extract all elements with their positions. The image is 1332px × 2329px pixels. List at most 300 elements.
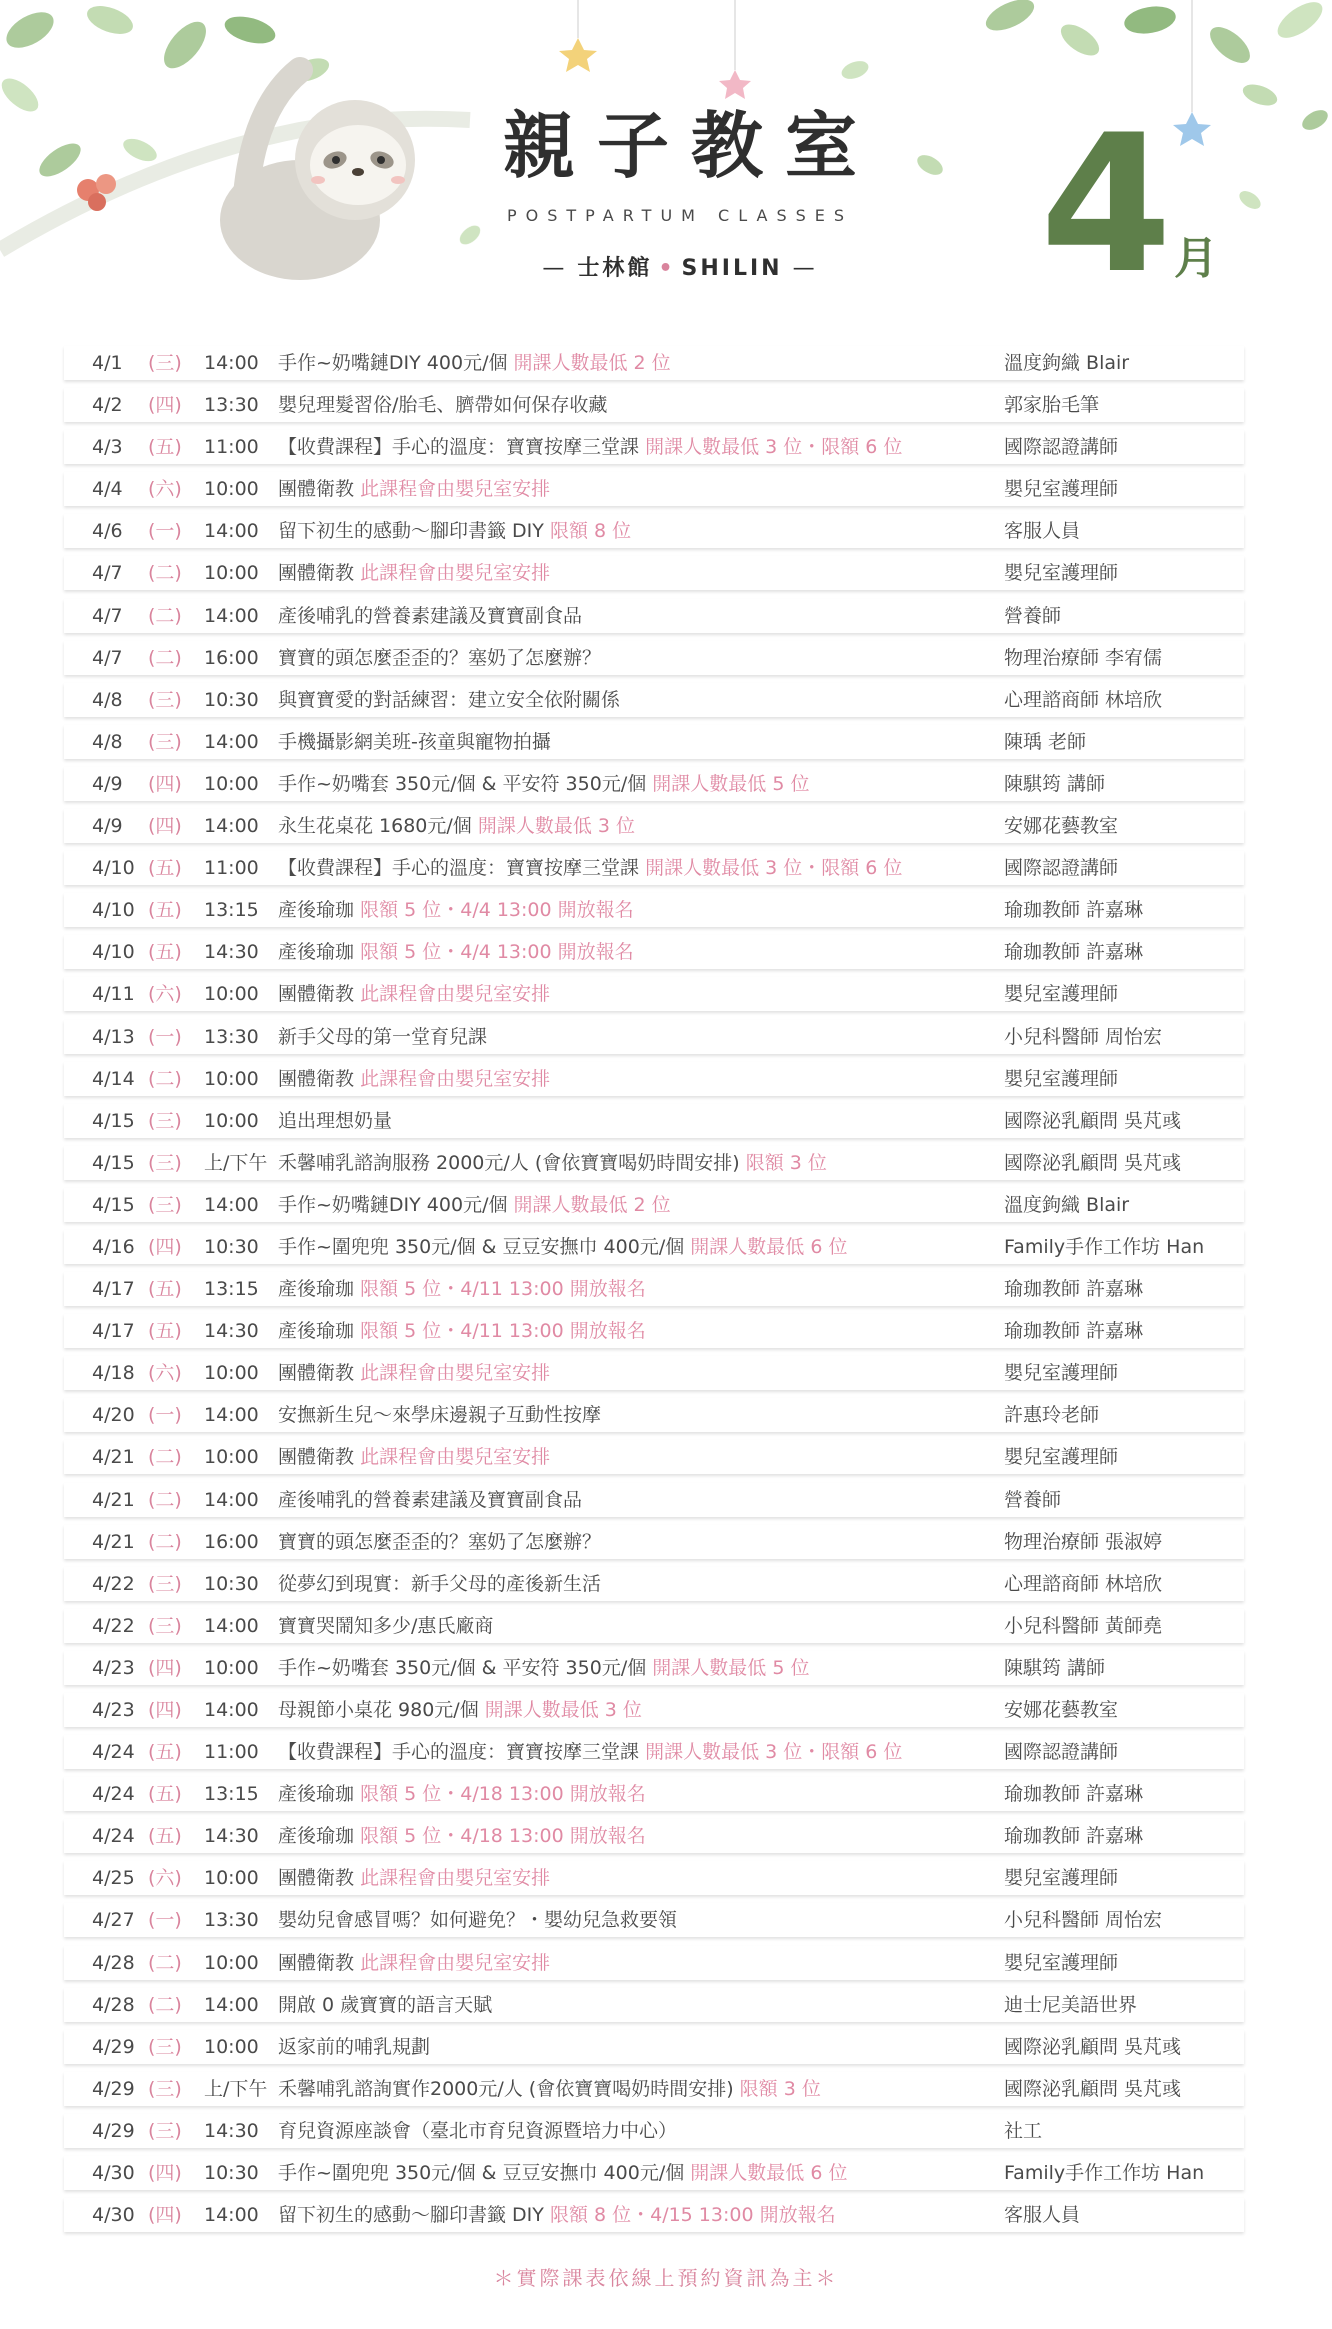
row-time: 14:00 [204,520,259,543]
schedule-row [64,346,1244,380]
row-teacher: 安娜花藝教室 [1004,815,1119,838]
row-time: 14:30 [204,1320,259,1343]
row-time: 10:30 [204,688,259,711]
row-course-title: 留下初生的感動～腳印書籤 DIY [278,520,544,543]
row-date: 4/30 [92,2162,135,2185]
row-date: 4/1 [92,352,123,374]
row-weekday: (三) [148,352,182,374]
schedule-row [64,1609,1244,1643]
row-course-title: 【收費課程】手心的溫度：寶寶按摩三堂課 [278,436,640,459]
row-date: 4/8 [92,688,123,711]
row-teacher: 許惠玲老師 [1004,1404,1100,1427]
row-weekday: (五) [148,1783,182,1806]
row-course-title: 產後哺乳的營養素建議及寶寶副食品 [278,1488,583,1511]
row-course-title: 產後瑜珈 [278,899,355,922]
schedule-row [64,935,1244,969]
row-course [278,2030,1058,2064]
row-time: 上/下午 [204,1151,268,1174]
row-teacher: 嬰兒室護理師 [1004,562,1119,585]
row-course-title: 手作~奶嘴鏈DIY 400元/個 [278,352,508,374]
row-teacher: 陳瑀 老師 [1004,730,1087,753]
row-date: 4/7 [92,562,123,585]
row-course [278,2198,1058,2232]
row-teacher: 嬰兒室護理師 [1004,1446,1119,1469]
row-time: 14:30 [204,1825,259,1848]
row-weekday: (四) [148,2162,182,2185]
row-teacher: 郭家胎毛筆 [1004,394,1100,417]
row-date: 4/28 [92,1993,135,2016]
row-date: 4/10 [92,857,135,880]
row-course-title: 產後哺乳的營養素建議及寶寶副食品 [278,604,583,627]
row-time: 16:00 [204,646,259,669]
row-date: 4/29 [92,2035,135,2058]
row-time: 10:00 [204,1067,259,1090]
row-course-note: 此課程會由嬰兒室安排 [360,1362,551,1385]
row-teacher: 瑜珈教師 許嘉琳 [1004,899,1144,922]
row-course-note: 開課人數最低 2 位 [513,1193,671,1216]
row-course [278,809,1058,843]
row-weekday: (一) [148,520,182,543]
row-time: 10:00 [204,772,259,795]
schedule-row [64,767,1244,801]
row-course [278,1356,1058,1390]
row-weekday: (五) [148,899,182,922]
row-course-title: 手作~圍兜兜 350元/個 & 豆豆安撫巾 400元/個 [278,2162,685,2185]
schedule-row [64,1567,1244,1601]
row-course [278,1609,1058,1643]
row-course-title: 禾馨哺乳諮詢服務 2000元/人 (會依寶寶喝奶時間安排) [278,1151,740,1174]
row-time: 11:00 [204,1741,259,1764]
schedule-row [64,977,1244,1011]
row-course-note: 此課程會由嬰兒室安排 [360,1446,551,1469]
row-date: 4/15 [92,1151,135,1174]
row-time: 14:00 [204,1699,259,1721]
row-time: 14:00 [204,604,259,627]
row-time: 10:30 [204,2162,259,2185]
row-weekday: (一) [148,1404,182,1427]
row-course [278,935,1058,969]
row-teacher: 小兒科醫師 周怡宏 [1004,1909,1163,1932]
row-course-title: 【收費課程】手心的溫度：寶寶按摩三堂課 [278,857,640,880]
schedule-row [64,2072,1244,2106]
row-course-title: 團體衛教 [278,562,355,585]
row-weekday: (三) [148,1151,182,1174]
row-weekday: (三) [148,730,182,753]
row-weekday: (四) [148,1235,182,1258]
row-time: 10:00 [204,1867,259,1890]
row-course-note: 開課人數最低 3 位・限額 6 位 [645,436,903,459]
row-course-title: 產後瑜珈 [278,941,355,964]
row-course-title: 手作~奶嘴鏈DIY 400元/個 [278,1193,508,1216]
row-time: 13:15 [204,899,259,922]
row-weekday: (三) [148,1614,182,1637]
row-time: 11:00 [204,857,259,880]
row-weekday: (一) [148,1909,182,1932]
row-weekday: (三) [148,1109,182,1132]
schedule-row [64,1483,1244,1517]
row-course [278,2156,1058,2190]
row-course [278,472,1058,506]
schedule-row [64,1146,1244,1180]
row-weekday: (二) [148,1530,182,1553]
row-teacher: 國際認證講師 [1004,436,1119,459]
row-time: 14:00 [204,730,259,753]
row-course [278,1272,1058,1306]
schedule-row [64,388,1244,422]
row-course [278,430,1058,464]
row-teacher: Family手作工作坊 Han [1004,2162,1205,2185]
schedule-row [64,1693,1244,1727]
row-teacher: 小兒科醫師 黃師堯 [1004,1614,1163,1637]
row-date: 4/30 [92,2204,135,2227]
schedule-row [64,1188,1244,1222]
row-course [278,977,1058,1011]
row-course-title: 手作~圍兜兜 350元/個 & 豆豆安撫巾 400元/個 [278,1235,685,1258]
row-course [278,514,1058,548]
schedule-row [64,1946,1244,1980]
row-date: 4/15 [92,1109,135,1132]
row-teacher: Family手作工作坊 Han [1004,1235,1205,1258]
row-teacher: 營養師 [1004,1488,1062,1511]
row-course [278,1525,1058,1559]
row-time: 13:15 [204,1278,259,1301]
row-date: 4/9 [92,815,123,838]
row-teacher: 嬰兒室護理師 [1004,1362,1119,1385]
schedule-row [64,1272,1244,1306]
row-date: 4/21 [92,1530,135,1553]
row-weekday: (二) [148,604,182,627]
row-course-note: 限額 5 位・4/4 13:00 開放報名 [360,899,634,922]
row-weekday: (四) [148,394,182,417]
row-course [278,1483,1058,1517]
schedule-row [64,1440,1244,1474]
row-teacher: 嬰兒室護理師 [1004,983,1119,1006]
row-course [278,1398,1058,1432]
row-date: 4/17 [92,1278,135,1301]
row-course-title: 產後瑜珈 [278,1278,355,1301]
row-course-title: 禾馨哺乳諮詢實作2000元/人 (會依寶寶喝奶時間安排) [278,2077,734,2100]
row-course-title: 寶寶的頭怎麼歪歪的？塞奶了怎麼辦？ [278,1530,602,1553]
row-course [278,2114,1058,2148]
schedule-row [64,2198,1244,2232]
row-course-title: 母親節小桌花 980元/個 [278,1699,479,1721]
row-course [278,893,1058,927]
row-course-title: 團體衛教 [278,1362,355,1385]
row-course-note: 此課程會由嬰兒室安排 [360,1867,551,1890]
row-date: 4/29 [92,2077,135,2100]
row-course-note: 此課程會由嬰兒室安排 [360,1951,551,1974]
row-course-title: 手機攝影網美班-孩童與寵物拍攝 [278,730,551,753]
branch-cn: 士林館 [577,256,653,281]
row-weekday: (四) [148,1699,182,1721]
row-date: 4/28 [92,1951,135,1974]
row-date: 4/21 [92,1488,135,1511]
row-date: 4/16 [92,1235,135,1258]
row-course-note: 此課程會由嬰兒室安排 [360,478,551,501]
row-course-title: 與寶寶愛的對話練習：建立安全依附關係 [278,688,621,711]
row-date: 4/7 [92,646,123,669]
row-teacher: 瑜珈教師 許嘉琳 [1004,1825,1144,1848]
row-time: 14:30 [204,2119,259,2142]
row-date: 4/15 [92,1193,135,1216]
row-time: 13:30 [204,1909,259,1932]
row-course-title: 新手父母的第一堂育兒課 [278,1025,488,1048]
row-course-title: 手作~奶嘴套 350元/個 & 平安符 350元/個 [278,772,647,795]
row-course [278,1861,1058,1895]
row-time: 14:00 [204,1614,259,1637]
row-course [278,641,1058,675]
row-weekday: (五) [148,1825,182,1848]
row-time: 10:00 [204,983,259,1006]
row-teacher: 營養師 [1004,604,1062,627]
row-date: 4/14 [92,1067,135,1090]
row-date: 4/4 [92,478,123,501]
row-course-note: 此課程會由嬰兒室安排 [360,1067,551,1090]
schedule-row [64,851,1244,885]
row-course [278,346,1058,380]
row-course-note: 限額 5 位・4/4 13:00 開放報名 [360,941,634,964]
row-course [278,1062,1058,1096]
schedule-row [64,472,1244,506]
row-teacher: 瑜珈教師 許嘉琳 [1004,941,1144,964]
row-time: 14:00 [204,352,259,374]
row-course-title: 團體衛教 [278,983,355,1006]
row-date: 4/7 [92,604,123,627]
row-weekday: (三) [148,2077,182,2100]
row-teacher: 國際認證講師 [1004,1741,1119,1764]
row-teacher: 國際認證講師 [1004,857,1119,880]
row-date: 4/22 [92,1572,135,1595]
row-time: 14:00 [204,1488,259,1511]
row-time: 10:00 [204,478,259,501]
row-course-note: 開課人數最低 2 位 [513,352,671,374]
sloth-illustration-icon [220,70,415,280]
row-date: 4/11 [92,983,135,1006]
row-time: 10:00 [204,562,259,585]
row-teacher: 國際泌乳顧問 吳芃彧 [1004,1151,1182,1174]
row-teacher: 嬰兒室護理師 [1004,478,1119,501]
row-course-note: 開課人數最低 5 位 [652,1656,810,1679]
row-weekday: (六) [148,478,182,501]
row-course-title: 寶寶哭鬧知多少/惠氏廠商 [278,1614,494,1637]
row-time: 14:30 [204,941,259,964]
row-weekday: (三) [148,2119,182,2142]
row-date: 4/24 [92,1741,135,1764]
row-date: 4/10 [92,941,135,964]
row-course [278,1440,1058,1474]
row-teacher: 客服人員 [1004,520,1081,543]
row-weekday: (二) [148,1951,182,1974]
row-course-title: 產後瑜珈 [278,1825,355,1848]
row-course [278,1651,1058,1685]
row-course [278,767,1058,801]
footer-note: ＊實際課表依線上預約資訊為主＊ [493,2266,839,2290]
schedule-row [64,556,1244,590]
schedule-row [64,1861,1244,1895]
row-course-title: 追出理想奶量 [278,1109,393,1132]
row-date: 4/6 [92,520,123,543]
row-course-note: 開課人數最低 6 位 [690,2162,848,2185]
row-date: 4/24 [92,1825,135,1848]
schedule-row [64,1651,1244,1685]
row-time: 10:00 [204,1362,259,1385]
schedule-row [64,1903,1244,1937]
row-course-title: 留下初生的感動～腳印書籤 DIY [278,2204,544,2227]
row-time: 14:00 [204,815,259,838]
schedule-row [64,1777,1244,1811]
row-weekday: (四) [148,1656,182,1679]
row-weekday: (六) [148,1362,182,1385]
schedule-row [64,1230,1244,1264]
schedule-row [64,1356,1244,1390]
row-course-note: 開課人數最低 6 位 [690,1235,848,1258]
row-time: 14:00 [204,1993,259,2016]
row-course-title: 永生花桌花 1680元/個 [278,815,472,838]
schedule-list [64,346,1244,2240]
row-weekday: (三) [148,1572,182,1595]
row-course-title: 團體衛教 [278,478,355,501]
row-course-title: 嬰幼兒會感冒嗎？如何避免？・嬰幼兒急救要領 [278,1909,678,1932]
row-course-note: 限額 5 位・4/11 13:00 開放報名 [360,1278,646,1301]
row-course-title: 團體衛教 [278,1446,355,1469]
row-course-title: 團體衛教 [278,1951,355,1974]
row-course [278,851,1058,885]
row-date: 4/21 [92,1446,135,1469]
row-weekday: (二) [148,646,182,669]
row-weekday: (二) [148,562,182,585]
row-course-title: 從夢幻到現實：新手父母的產後新生活 [278,1572,602,1595]
row-teacher: 國際泌乳顧問 吳芃彧 [1004,2077,1182,2100]
row-time: 10:30 [204,1572,259,1595]
row-teacher: 嬰兒室護理師 [1004,1067,1119,1090]
row-time: 10:00 [204,2035,259,2058]
schedule-row [64,1525,1244,1559]
row-course [278,1230,1058,1264]
row-weekday: (一) [148,1025,182,1048]
row-course-title: 開啟 0 歲寶寶的語言天賦 [278,1993,493,2016]
row-course-title: 寶寶的頭怎麼歪歪的？塞奶了怎麼辦？ [278,646,602,669]
row-weekday: (二) [148,1446,182,1469]
row-course [278,1903,1058,1937]
row-course-title: 團體衛教 [278,1867,355,1890]
row-course [278,1567,1058,1601]
page-subtitle: POSTPARTUM CLASSES [506,206,854,225]
row-weekday: (五) [148,857,182,880]
row-course [278,1735,1058,1769]
row-teacher: 陳騏筠 講師 [1004,1656,1106,1679]
row-course-title: 產後瑜珈 [278,1783,355,1806]
page-title: 親子教室 [502,103,879,188]
row-date: 4/3 [92,436,123,459]
row-teacher: 溫度鉤織 Blair [1004,352,1130,374]
schedule-row [64,1735,1244,1769]
row-course-title: 【收費課程】手心的溫度：寶寶按摩三堂課 [278,1741,640,1764]
row-course-title: 嬰兒理髮習俗/胎毛、臍帶如何保存收藏 [278,394,608,417]
row-time: 上/下午 [204,2077,268,2100]
row-weekday: (二) [148,1993,182,2016]
schedule-row [64,1020,1244,1054]
row-teacher: 嬰兒室護理師 [1004,1867,1119,1890]
row-teacher: 小兒科醫師 周怡宏 [1004,1025,1163,1048]
row-teacher: 迪士尼美語世界 [1004,1993,1138,2016]
row-weekday: (五) [148,1741,182,1764]
row-teacher: 陳騏筠 講師 [1004,772,1106,795]
schedule-row [64,1819,1244,1853]
row-teacher: 瑜珈教師 許嘉琳 [1004,1278,1144,1301]
row-time: 13:30 [204,1025,259,1048]
row-course [278,2072,1058,2106]
row-time: 10:30 [204,1235,259,1258]
schedule-row [64,683,1244,717]
row-course [278,1188,1058,1222]
row-teacher: 國際泌乳顧問 吳芃彧 [1004,2035,1182,2058]
month-unit: 月 [1174,233,1218,284]
row-date: 4/23 [92,1699,135,1721]
row-teacher: 物理治療師 李宥儒 [1004,646,1163,669]
row-date: 4/24 [92,1783,135,1806]
row-weekday: (五) [148,436,182,459]
row-course-title: 團體衛教 [278,1067,355,1090]
row-course-note: 開課人數最低 5 位 [652,772,810,795]
row-course [278,556,1058,590]
row-course [278,1988,1058,2022]
row-time: 14:00 [204,1404,259,1427]
row-course [278,1146,1058,1180]
row-course-note: 開課人數最低 3 位 [477,815,636,838]
row-course-note: 此課程會由嬰兒室安排 [360,983,551,1006]
row-weekday: (六) [148,983,182,1006]
row-course-note: 限額 8 位 [549,520,632,543]
row-course [278,1020,1058,1054]
row-course-note: 開課人數最低 3 位・限額 6 位 [645,1741,903,1764]
row-date: 4/29 [92,2119,135,2142]
schedule-row [64,2156,1244,2190]
schedule-row [64,2114,1244,2148]
row-time: 10:00 [204,1656,259,1679]
row-course [278,1314,1058,1348]
row-teacher: 國際泌乳顧問 吳芃彧 [1004,1109,1182,1132]
row-time: 13:30 [204,394,259,417]
schedule-row [64,1398,1244,1432]
schedule-row [64,1104,1244,1138]
row-time: 13:15 [204,1783,259,1806]
row-time: 10:00 [204,1446,259,1469]
schedule-row [64,725,1244,759]
dash-left: — [542,256,568,281]
row-weekday: (二) [148,1067,182,1090]
schedule-row [64,893,1244,927]
row-course-note: 此課程會由嬰兒室安排 [360,562,551,585]
schedule-row [64,430,1244,464]
month-number: 4 [1040,94,1173,315]
month-badge [1040,94,1240,315]
row-time: 10:00 [204,1951,259,1974]
row-weekday: (三) [148,2035,182,2058]
separator-dot: • [658,256,676,281]
row-date: 4/23 [92,1656,135,1679]
dash-right: — [792,256,818,281]
branch-en: SHILIN [681,256,783,281]
row-teacher: 心理諮商師 林培欣 [1004,688,1163,711]
row-course-title: 安撫新生兒～來學床邊親子互動性按摩 [278,1404,602,1427]
title-block [480,103,880,282]
row-teacher: 社工 [1004,2119,1043,2142]
row-weekday: (六) [148,1867,182,1890]
row-teacher: 瑜珈教師 許嘉琳 [1004,1783,1144,1806]
row-weekday: (五) [148,1320,182,1343]
row-weekday: (三) [148,1193,182,1216]
row-time: 14:00 [204,2204,259,2227]
